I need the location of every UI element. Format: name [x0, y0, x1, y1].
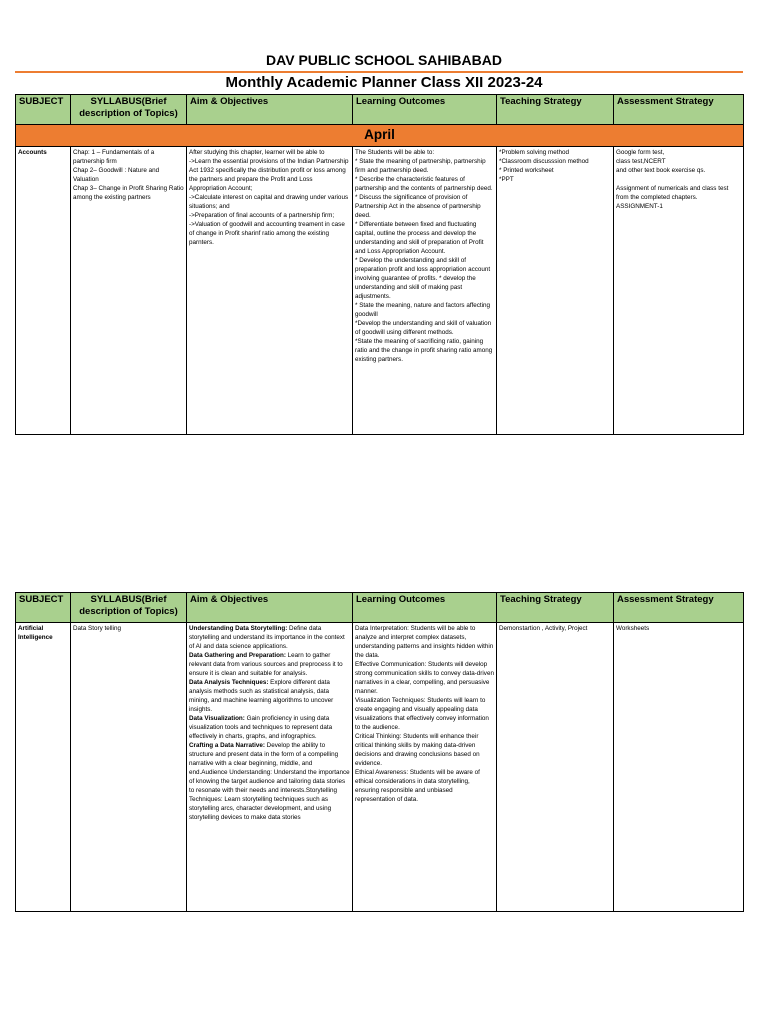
month-label: April	[16, 125, 744, 147]
cell-text-line: Data Story telling	[73, 625, 121, 632]
cell-text-line: *Problem solving method	[499, 149, 570, 156]
header-subject: SUBJECT	[16, 593, 71, 623]
header-assessment: Assessment Strategy	[614, 95, 744, 125]
cell-text-line: Visualization Techniques: Students will learn to create engaging and visually appealing data visualizations that effectively convey information to the audience.	[355, 697, 491, 731]
header-subject: SUBJECT	[16, 95, 71, 125]
cell-text-line: ASSIGNMENT-1	[616, 203, 663, 210]
header-teaching: Teaching Strategy	[497, 593, 614, 623]
cell-heading: Understanding Data Storytelling:	[189, 625, 288, 632]
aim-cell	[187, 147, 353, 435]
header-syllabus: SYLLABUS(Brief description of Topics)	[71, 593, 187, 623]
cell-text-line: Understanding Data Storytelling: Define data storytelling and understand its importance in the context of AI and data science applications.	[189, 625, 347, 650]
cell-text-line: Demonstartion , Activity, Project	[499, 625, 588, 632]
cell-text-line: ->Valuation of goodwill and accounting treament in case of change in Profit sharinf ratio among the existing parnters.	[189, 221, 347, 246]
assessment-cell	[614, 147, 744, 435]
subject-cell: Accounts	[16, 147, 71, 435]
header-syllabus: SYLLABUS(Brief description of Topics)	[71, 95, 187, 125]
header-assessment: Assessment Strategy	[614, 593, 744, 623]
teaching-cell	[497, 147, 614, 435]
cell-text-line: Critical Thinking: Students will enhance their critical thinking skills by making data-driven decisions and drawing conclusions based on evidence.	[355, 733, 482, 767]
subject-cell: Artificial Intelligence	[16, 623, 71, 912]
cell-text-line: Chap: 1 – Fundamentals of a partnership firm	[73, 149, 156, 165]
cell-text-line: * Develop the understanding and skill of preparation profit and loss appropriation account involving guarantee of profits. * develop the understanding and skill of making past adjustments.	[355, 257, 492, 300]
cell-text-line: ->Learn the essential provisions of the Indian Partnership Act 1932 specifically the distribution profit or loss among the partners and prepare the Profit and Loss Appropriation Account;	[189, 158, 350, 192]
cell-heading: Data Analysis Techniques:	[189, 679, 269, 686]
header-teaching: Teaching Strategy	[497, 95, 614, 125]
header-outcomes: Learning Outcomes	[353, 95, 497, 125]
planner-table-april	[15, 94, 744, 435]
aim-cell	[187, 623, 353, 912]
cell-text-line: *State the meaning of sacrificing ratio, gaining ratio and the change in profit sharing ratio among existing partners.	[355, 338, 494, 363]
cell-text-line: The Students will be able to:	[355, 149, 435, 156]
cell-text-line	[616, 175, 741, 184]
header-aim: Aim & Objectives	[187, 593, 353, 623]
outcomes-cell	[353, 623, 497, 912]
cell-text-line: * State the meaning, nature and factors affecting goodwill	[355, 302, 492, 318]
cell-heading: Crafting a Data Narrative:	[189, 742, 265, 749]
cell-text-line: Data Interpretation: Students will be able to analyze and interpret complex datasets, understanding patterns and insights hidden within the data.	[355, 625, 496, 659]
cell-text-line: Effective Communication: Students will develop strong communication skills to convey data-driven narratives in a clear, compelling, and persuasive manner.	[355, 661, 496, 695]
cell-text-line: Ethical Awareness: Students will be aware of ethical considerations in data storytelling, ensuring responsible and unbiased representation of data.	[355, 769, 482, 803]
cell-text-line: * Discuss the significance of provision of Partnership Act in the absence of partnership deed.	[355, 194, 483, 219]
cell-text-line: Crafting a Data Narrative: Develop the ability to structure and present data in the form of a compelling narrative with a clear beginning, middle, and end.Audience Understanding: Understand the importance of knowing the target audience and tailoring data stories to resonate with their needs and interests.Storytelling Techniques: Learn storytelling techniques such as storytelling arcs, character development, and using storytelling devices to make data stories	[189, 742, 352, 821]
cell-text-line: Data Visualization: Gain proficiency in using data visualization tools and techniques to represent data effectively in charts, graphs, and infographics.	[189, 715, 334, 740]
cell-text-line: and other text book exercise qs.	[616, 167, 706, 174]
month-row	[16, 125, 744, 147]
teaching-cell	[497, 623, 614, 912]
header-row	[16, 593, 744, 623]
cell-heading: Data Gathering and Preparation:	[189, 652, 286, 659]
cell-text-line: class test,NCERT	[616, 158, 666, 165]
syllabus-cell	[71, 147, 187, 435]
header-row	[16, 95, 744, 125]
assessment-cell	[614, 623, 744, 912]
planner-title: Monthly Academic Planner Class XII 2023-24	[225, 74, 543, 91]
planner-table-ai	[15, 592, 744, 912]
school-title: DAV PUBLIC SCHOOL SAHIBABAD	[266, 52, 502, 68]
cell-text-line: * State the meaning of partnership, partnership firm and partnership deed.	[355, 158, 488, 174]
cell-text-line: Data Gathering and Preparation: Learn to gather relevant data from various sources and preprocess it to ensure it is clean and suitable for analysis.	[189, 652, 345, 677]
header-outcomes: Learning Outcomes	[353, 593, 497, 623]
cell-text-line: Data Analysis Techniques: Explore different data analysis methods such as statistical analysis, data mining, and machine learning algorithms to uncover insights.	[189, 679, 335, 713]
cell-text-line: After studying this chapter, learner will be able to	[189, 149, 325, 156]
cell-text-line: ->Preparation of final accounts of a partnership firm;	[189, 212, 335, 219]
cell-heading: Data Visualization:	[189, 715, 245, 722]
cell-text-line: * Differentiate between fixed and fluctuating capital, outline the process and develop the understanding and skill of preparation of Profit and Loss Appropriation Account.	[355, 221, 486, 255]
outcomes-cell	[353, 147, 497, 435]
cell-text-line: Worksheets	[616, 625, 650, 632]
header-aim: Aim & Objectives	[187, 95, 353, 125]
cell-text-line: *PPT	[499, 176, 514, 183]
title-divider	[15, 71, 743, 73]
cell-text-line: ->Calculate interest on capital and drawing under various situations; and	[189, 194, 350, 210]
syllabus-cell	[71, 623, 187, 912]
cell-text-line: Chap 3– Change in Profit Sharing Ratio among the existing partners	[73, 185, 186, 201]
table-row	[16, 147, 744, 435]
cell-text-line: Chap 2– Goodwill : Nature and Valuation	[73, 167, 161, 183]
cell-text-line: * Describe the characteristic features of partnership and the contents of partnership deed.	[355, 176, 493, 192]
cell-text-line: *Develop the understanding and skill of valuation of goodwill using different methods.	[355, 320, 493, 336]
cell-text-line: *Classroom discusssion method	[499, 158, 589, 165]
cell-text-line: Google form test,	[616, 149, 665, 156]
table-row	[16, 623, 744, 912]
cell-text-line: Assignment of numericals and class test from the completed chapters.	[616, 185, 731, 201]
cell-text-line: * Printed worksheet	[499, 167, 554, 174]
